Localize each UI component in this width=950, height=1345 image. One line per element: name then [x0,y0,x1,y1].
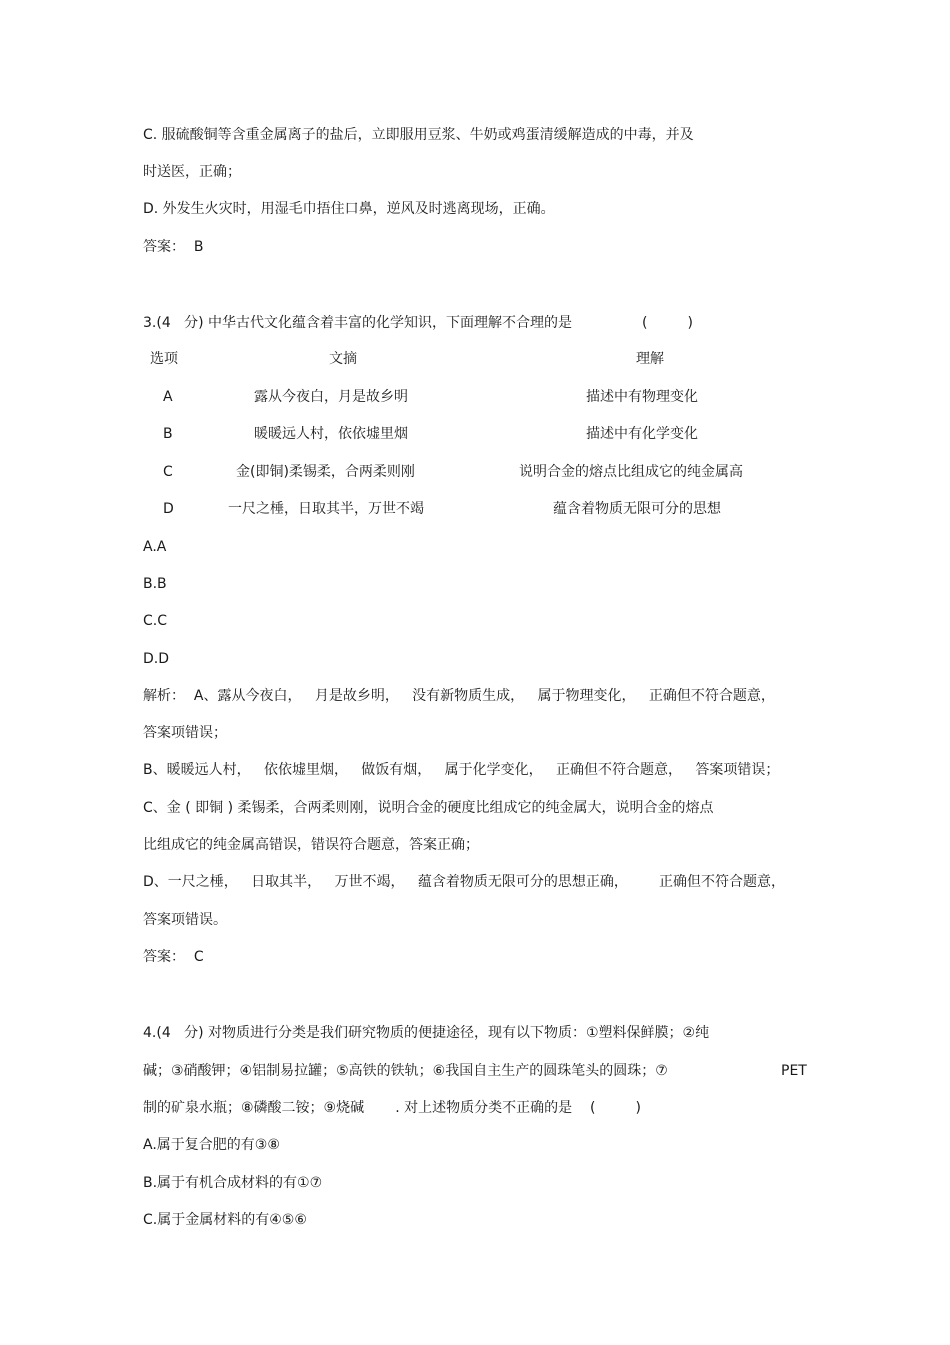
table-row-excerpt: 露从今夜白，月是故乡明 [254,389,408,405]
table-row-excerpt: 一尺之棰，日取其半，万世不竭 [228,501,424,517]
q3-answer: 答案： C [143,949,204,965]
prev-answer: 答案： B [143,239,204,255]
q3-analysis-line: B、暖暖远人村， 依依墟里烟， 做饭有烟， 属于化学变化， 正确但不符合题意， 答案项错误； [143,762,780,778]
table-row-meaning: 蕴含着物质无限可分的思想 [553,501,721,517]
table-row-option: D [163,501,174,517]
table-row-option: C [163,464,173,480]
q3-choice-a: A.A [143,539,167,555]
q3-choice-d: D.D [143,651,170,667]
q3-analysis-line: 答案项错误。 [143,912,227,928]
q3-analysis-line: 答案项错误； [143,725,227,741]
q3-analysis-line: 解析： A、露从今夜白， 月是故乡明， 没有新物质生成， 属于物理变化， 正确但不符合题意， [143,688,775,704]
table-row-option: A [163,389,173,405]
q4-line1: 4.(4 分) 对物质进行分类是我们研究物质的便捷途径，现有以下物质：①塑料保鲜膜；②纯 [143,1025,710,1041]
table-header-meaning: 理解 [636,351,664,367]
table-row-excerpt: 暖暖远人村，依依墟里烟 [254,426,408,442]
q3-choice-c: C.C [143,613,168,629]
q3-analysis-line: 比组成它的纯金属高错误，错误符合题意，答案正确； [143,837,479,853]
table-row-excerpt: 金(即铜)柔锡柔，合两柔则刚 [236,464,415,480]
table-header-option: 选项 [150,351,178,367]
table-row-meaning: 说明合金的熔点比组成它的纯金属高 [519,464,743,480]
table-row-meaning: 描述中有物理变化 [586,389,698,405]
prev-d-line: D. 外发生火灾时，用湿毛巾捂住口鼻，逆风及时逃离现场，正确。 [143,201,555,217]
prev-c-line2: 时送医，正确； [143,164,241,180]
q4-line2-pet: PET [781,1063,807,1079]
table-header-excerpt: 文摘 [329,351,357,367]
q4-choice-b: B.属于有机合成材料的有①⑦ [143,1175,323,1191]
q3-analysis-line: C、金 ( 即铜 ) 柔锡柔，合两柔则刚，说明合金的硬度比组成它的纯金属大，说明合金的熔点 [143,800,714,816]
table-row-meaning: 描述中有化学变化 [586,426,698,442]
q4-choice-a: A.属于复合肥的有③⑧ [143,1137,280,1153]
prev-c-line1: C. 服硫酸铜等含重金属离子的盐后，立即服用豆浆、牛奶或鸡蛋清缓解造成的中毒，并及 [143,127,694,143]
q4-line2: 碱；③硝酸钾；④铝制易拉罐；⑤高铁的铁轨；⑥我国自主生产的圆珠笔头的圆珠；⑦ [143,1063,668,1079]
q3-choice-b: B.B [143,576,167,592]
table-row-option: B [163,426,173,442]
q3-analysis-line: D、一尺之棰， 日取其半， 万世不竭， 蕴含着物质无限可分的思想正确， 正确但不符合题意， [143,874,785,890]
q3-stem: 3.(4 分) 中华古代文化蕴含着丰富的化学知识，下面理解不合理的是 [143,315,572,331]
q3-answer-paren: ( ) [642,315,693,331]
q4-line3: 制的矿泉水瓶；⑧磷酸二铵；⑨烧碱 . 对上述物质分类不正确的是 ( ) [143,1100,641,1116]
q4-choice-c: C.属于金属材料的有④⑤⑥ [143,1212,307,1228]
